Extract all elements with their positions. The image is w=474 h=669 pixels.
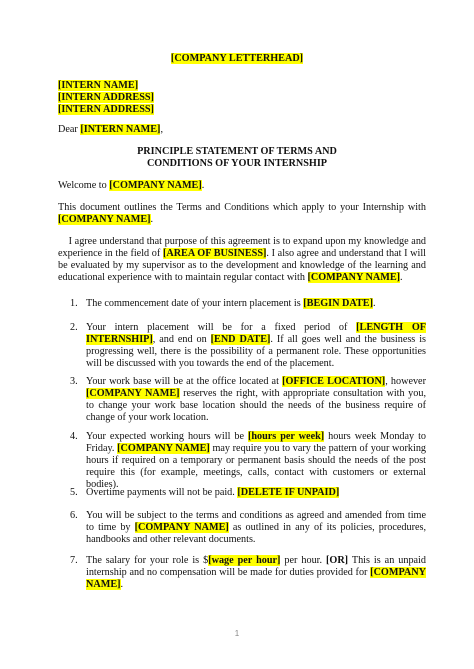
term-number: 3. [70, 376, 78, 387]
greeting-name: [INTERN NAME] [80, 124, 161, 135]
placeholder-field: [hours per week] [247, 431, 325, 442]
term-text-run: The salary for your role is $ [86, 555, 209, 566]
term-text [86, 376, 426, 424]
term-text-run: Overtime payments will not be paid. [86, 487, 238, 498]
term-text-run: per hour. [280, 555, 326, 566]
placeholder-field: [COMPANY NAME] [134, 522, 229, 533]
greeting: Dear [INTERN NAME], [58, 124, 163, 135]
or-marker: [OR] [326, 555, 349, 566]
term-text-run: , however [385, 376, 426, 387]
term-number: 7. [70, 555, 78, 566]
term-text [86, 510, 426, 546]
term-text [86, 322, 426, 370]
term-text-run: . [120, 579, 124, 590]
term-text [86, 431, 426, 491]
document-title: PRINCIPLE STATEMENT OF TERMS AND CONDITIONS OF YOUR INTERNSHIP [137, 146, 337, 169]
term-number: 2. [70, 322, 78, 333]
term-text-run: , and end on [152, 334, 211, 345]
placeholder-field: [END DATE] [210, 334, 271, 345]
term-number: 6. [70, 510, 78, 521]
agreement-paragraph: I agree understand that purpose of this agreement is to expand upon my knowledge and experience in the field of [AREA OF BUSINESS]. I also agree and understand that I will be evaluated by my supervisor as to the development and knowledge of the learning and educational experience with to maintain regular contact with [COMPANY NAME]. [58, 236, 427, 283]
agree-company: [COMPANY NAME] [307, 272, 401, 283]
term-text [86, 298, 426, 310]
address-line: [INTERN NAME] [58, 80, 139, 91]
intro-paragraph: This document outlines the Terms and Conditions which apply to your Internship with [COMPANY NAME]. [58, 202, 426, 225]
placeholder-field: [LENGTH OF INTERNSHIP] [86, 322, 426, 345]
term-text-run: The commencement date of your intern placement is [86, 298, 304, 309]
term-text-run: as outlined in any of its policies, procedures, handbooks and other relevant documents. [86, 522, 427, 545]
term-text-run: Your intern placement will be for a fixed period of [86, 322, 357, 333]
term-text-run: . [372, 298, 376, 309]
placeholder-field: [COMPANY NAME] [86, 567, 426, 590]
term-text [86, 487, 426, 499]
term-text-run: Your work base will be at the office located at [86, 376, 283, 387]
term-text-run: hours week Monday to Friday. [86, 431, 427, 454]
placeholder-field: [OFFICE LOCATION] [282, 376, 386, 387]
intern-address-block [58, 80, 154, 116]
intro-company: [COMPANY NAME] [58, 214, 151, 225]
letterhead [0, 53, 474, 65]
term-number: 1. [70, 298, 78, 309]
term-text-run: You will be subject to the terms and conditions as agreed and amended from time to time by [86, 510, 426, 533]
welcome-company: [COMPANY NAME] [109, 180, 202, 191]
placeholder-field: [wage per hour] [208, 555, 281, 566]
placeholder-field: [COMPANY NAME] [86, 388, 180, 399]
placeholder-field: [COMPANY NAME] [117, 443, 210, 454]
area-of-business: [AREA OF BUSINESS] [162, 248, 267, 259]
placeholder-field: [BEGIN DATE] [303, 298, 373, 309]
letterhead-placeholder: [COMPANY LETTERHEAD] [170, 53, 304, 64]
term-text-run: . If all goes well and the business is progressing well, there is the possibility of a permanent role. These opportunities will be discussed with you towards the end of the placement. [86, 334, 426, 369]
address-line: [INTERN ADDRESS] [58, 92, 154, 103]
term-number: 4. [70, 431, 78, 442]
welcome-line: Welcome to [COMPANY NAME]. [58, 180, 205, 191]
term-text-run: reserves the right, with appropriate consultation with you, to change your work base location should the needs of the business require of change of your work location. [86, 388, 427, 423]
address-line: [INTERN ADDRESS] [58, 104, 154, 115]
term-text-run: Your expected working hours will be [86, 431, 248, 442]
page-number: 1 [234, 629, 240, 638]
term-text [86, 555, 426, 591]
placeholder-field: [DELETE IF UNPAID] [237, 487, 340, 498]
term-text-run: may require you to vary the pattern of your working hours if required on a temporary or permanent basis should the needs of the post require this (for example, meetings, calls, contact with customers or external bodies). [86, 443, 427, 490]
term-number: 5. [70, 487, 78, 498]
term-text-run: This is an unpaid internship and no compensation will be made for duties provided for [86, 555, 426, 578]
